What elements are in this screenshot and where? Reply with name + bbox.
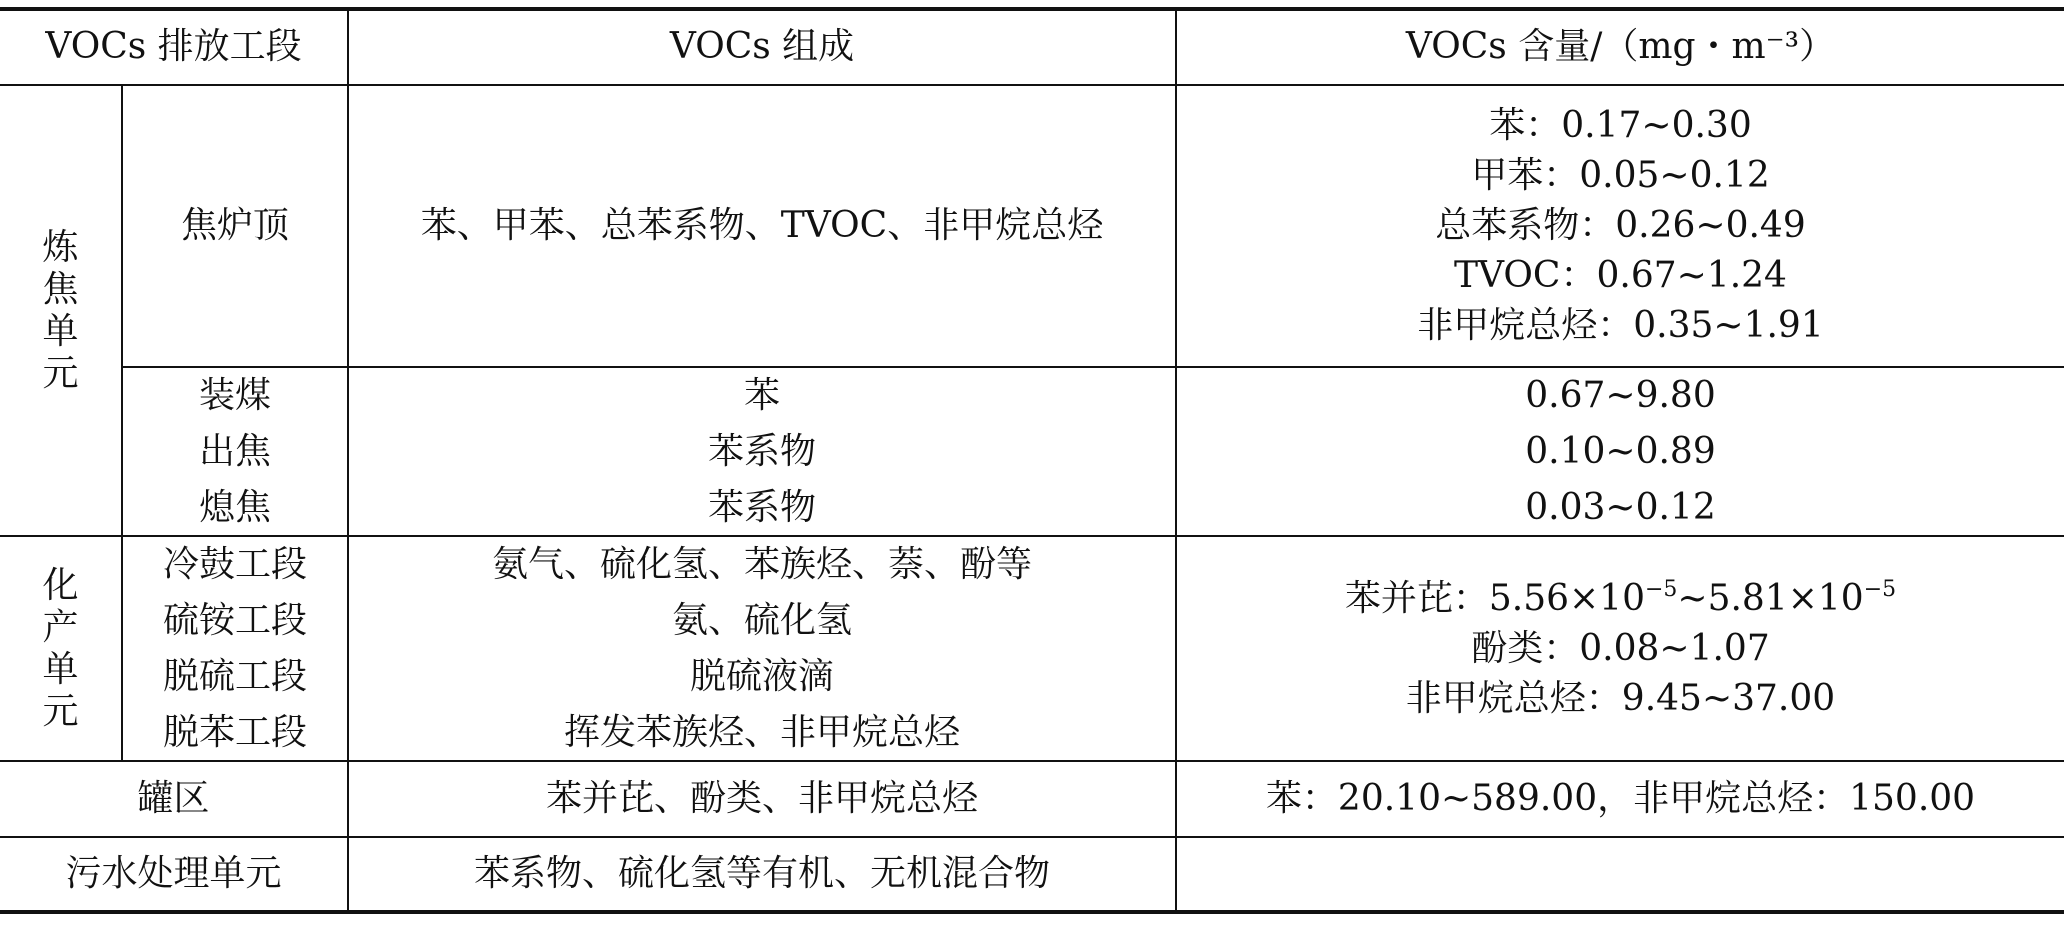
content-line: 总苯系物：0.26~0.49: [1435, 205, 1806, 246]
table-row-content: 0.10~0.89: [1525, 430, 1716, 472]
coking-stages: [123, 368, 347, 535]
oven-top-content: [1177, 86, 2064, 366]
benzopyrene-prefix: 苯并芘：5.56×10: [1344, 577, 1645, 619]
coking-unit-char: 元: [42, 352, 79, 394]
chemical-compositions: [349, 537, 1175, 760]
coking-contents: [1177, 368, 2064, 535]
header-composition: VOCs 组成: [669, 25, 855, 67]
coking-unit-char: 炼: [42, 226, 79, 268]
coking-unit-char: 单: [42, 310, 79, 352]
chemical-stages: [123, 537, 347, 760]
chemical-unit-char: 单: [42, 648, 79, 690]
oven-top-stage: 焦炉顶: [180, 205, 289, 246]
content-line: 苯：0.17~0.30: [1489, 105, 1752, 146]
table-row-stage: 脱苯工段: [162, 711, 307, 753]
wastewater-stage: 污水处理单元: [65, 853, 282, 894]
header-stage: VOCs 排放工段: [45, 25, 302, 67]
coking-unit-char: 焦: [42, 268, 79, 310]
header-content: VOCs 含量/（mg・m⁻³）: [1405, 25, 1836, 67]
table-row-content: 0.67~9.80: [1525, 374, 1716, 416]
wastewater-composition: 苯系物、硫化氢等有机、无机混合物: [473, 853, 1050, 894]
phenols-line: 酚类：0.08~1.07: [1471, 627, 1770, 669]
table-row-stage: 脱硫工段: [162, 655, 307, 697]
table-row-content: 0.03~0.12: [1525, 486, 1716, 528]
table-row-composition: 苯系物: [707, 486, 816, 528]
table-bottom-rule: [0, 910, 2064, 914]
tank-area-content: 苯：20.10~589.00，非甲烷总烃：150.00: [1265, 778, 1976, 819]
table-row-composition: 脱硫液滴: [689, 655, 834, 697]
tank-area-composition: 苯并芘、酚类、非甲烷总烃: [545, 778, 978, 819]
chemical-unit-char: 化: [42, 564, 79, 606]
table-row-stage: 熄焦: [198, 486, 271, 528]
coking-compositions: [349, 368, 1175, 535]
benzopyrene-line: [1345, 574, 1896, 624]
exponent: −5: [1863, 576, 1897, 602]
wastewater-content: [1177, 838, 2064, 910]
chemical-unit-char: 产: [42, 606, 79, 648]
table-row-composition: 氨、硫化氢: [671, 599, 852, 641]
content-line: 甲苯：0.05~0.12: [1471, 155, 1770, 196]
exponent: −5: [1644, 576, 1678, 602]
benzopyrene-mid: ~5.81×10: [1677, 577, 1864, 619]
table-row-stage: 出焦: [198, 430, 271, 472]
chemical-unit-char: 元: [42, 690, 79, 732]
chemical-contents: [1177, 537, 2064, 760]
content-line: 非甲烷总烃：0.35~1.91: [1417, 305, 1824, 346]
coking-unit-label: [0, 86, 121, 535]
nmhc-line: 非甲烷总烃：9.45~37.00: [1405, 677, 1836, 719]
table-row-composition: 挥发苯族烃、非甲烷总烃: [563, 711, 960, 753]
content-line: TVOC：0.67~1.24: [1454, 255, 1787, 296]
table-row-stage: 冷鼓工段: [162, 543, 307, 585]
tank-area-stage: 罐区: [137, 778, 210, 819]
table-row-composition: 苯系物: [707, 430, 816, 472]
table-row-composition: 氨气、硫化氢、苯族烃、萘、酚等: [491, 543, 1032, 585]
table-row-composition: 苯: [743, 374, 780, 416]
table-row-stage: 装煤: [198, 374, 271, 416]
oven-top-composition: 苯、甲苯、总苯系物、TVOC、非甲烷总烃: [420, 205, 1104, 246]
chemical-unit-label: [0, 537, 121, 760]
table-row-stage: 硫铵工段: [162, 599, 307, 641]
